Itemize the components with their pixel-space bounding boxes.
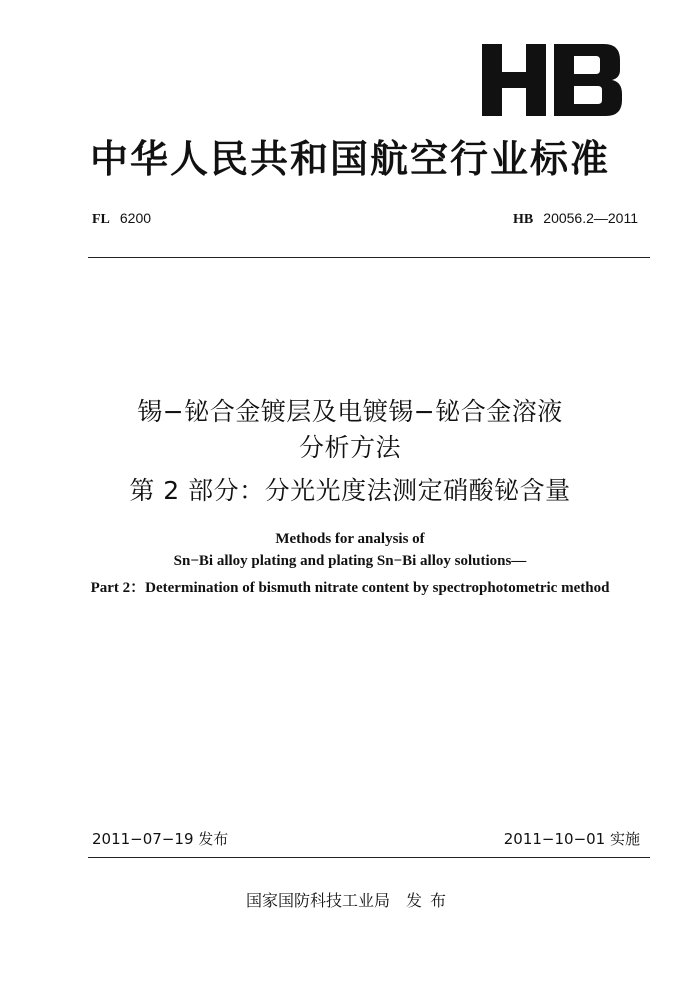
organization-title: 中华人民共和国航空行业标准 [89,137,610,181]
issue-date: 2011−07−19 发布 [92,830,229,848]
title-en-line-3: Part 2：Determination of bismuth nitrate content by spectrophotometric method [90,580,610,596]
title-cn-line-2: 分析方法 [298,433,401,462]
hb-logo [482,44,622,116]
footer-divider [88,857,650,858]
hb-logo-mark [482,44,622,116]
classification-value: 6200 [119,210,152,226]
standard-meta-row [92,210,638,228]
publisher-line [0,888,700,911]
implementation-date: 2011−10−01 实施 [503,830,640,848]
title-en-line-1: Methods for analysis of [275,531,425,547]
classification-code: FL [92,212,110,227]
header-divider [88,257,650,258]
title-cn-line-1: 锡−铋合金镀层及电镀锡−铋合金溶液 [137,397,563,426]
publisher-name: 国家国防科技工业局 [245,891,390,910]
classification [92,210,151,228]
title-cn-line-3: 第 2 部分：分光光度法测定硝酸铋含量 [129,476,571,505]
standard-code: HB [513,212,534,227]
standard-number: 20056.2—2011 [543,210,638,226]
title-en-line-2: Sn−Bi alloy plating and plating Sn−Bi alloy solutions— [173,553,527,569]
dates-row [92,828,640,849]
publisher-action: 发布 [406,891,455,910]
standard-id [513,210,638,228]
